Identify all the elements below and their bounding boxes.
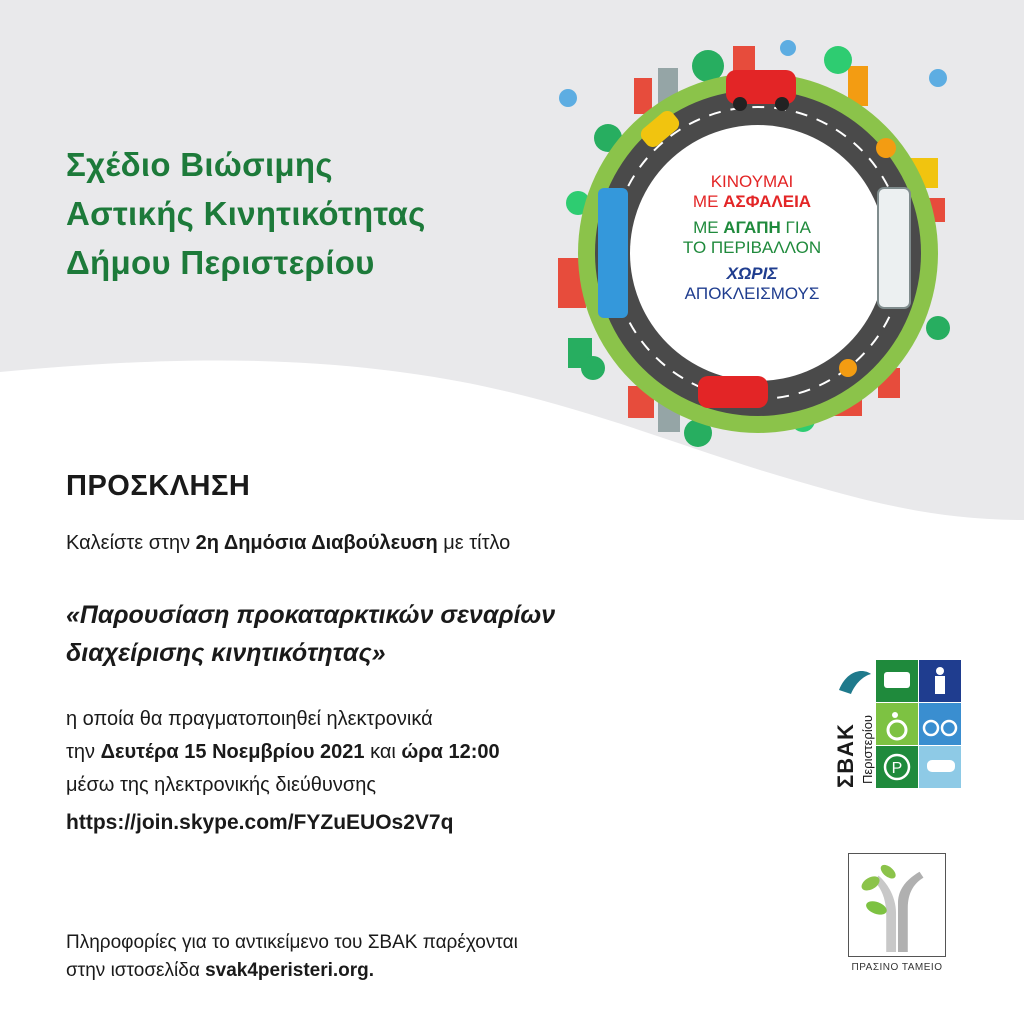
slogan-line: ΑΠΟΚΛΕΙΣΜΟΥΣ [684,284,820,303]
info-website-line: στην ιστοσελίδα svak4peristeri.org. [66,960,375,981]
svg-text:P: P [891,760,903,777]
event-title-line: «Παρουσίαση προκαταρκτικών σεναρίων [66,601,556,629]
page-title [66,140,426,287]
slogan-line: ΜΕ ΑΓΑΠΗ ΓΙΑ [693,218,811,237]
event-title-line: διαχείρισης κινητικότητας» [66,639,386,667]
title-line: Σχέδιο Βιώσιμης [66,146,333,183]
car-icon [927,760,955,772]
wheelchair-icon [892,712,898,718]
green-fund-label: ΠΡΑΣΙΝΟ ΤΑΜΕΙΟ [851,962,943,973]
slogan-line: ΤΟ ΠΕΡΙΒΑΛΛΟΝ [682,238,822,257]
meeting-link[interactable]: https://join.skype.com/FYZuEUOs2V7q [66,811,454,834]
event-detail-line: μέσω της ηλεκτρονικής διεύθυνσης [66,774,376,796]
info-line: Πληροφορίες για το αντικείμενο του ΣΒΑΚ παρέχονται [66,932,518,953]
website-link[interactable]: svak4peristeri.org. [205,960,375,981]
bus-icon [884,672,910,688]
slogan-line: ΚΙΝΟΥΜΑΙ [710,172,794,191]
slogan-line: ΧΩΡΙΣ [726,264,778,283]
title-line: Αστικής Κινητικότητας [66,195,426,232]
pedestrian-icon [936,667,944,675]
invitation-heading: ΠΡΟΣΚΛΗΣΗ [66,470,251,502]
event-detail-line: η οποία θα πραγματοποιηθεί ηλεκτρονικά [66,708,433,730]
green-fund-logo [848,853,946,957]
slogan-line: ΜΕ ΑΣΦΑΛΕΙΑ [692,192,812,211]
event-title [66,596,555,672]
svak-logo-text: ΣΒΑΚ Περιστερίου [833,714,875,788]
event-date-line: την Δευτέρα 15 Νοεμβρίου 2021 και ώρα 12:00 [66,741,500,763]
invitation-intro: Καλείστε στην 2η Δημόσια Διαβούλευση με τίτλο [66,532,511,554]
title-line: Δήμου Περιστερίου [66,244,375,281]
slogan-badge [638,172,866,304]
